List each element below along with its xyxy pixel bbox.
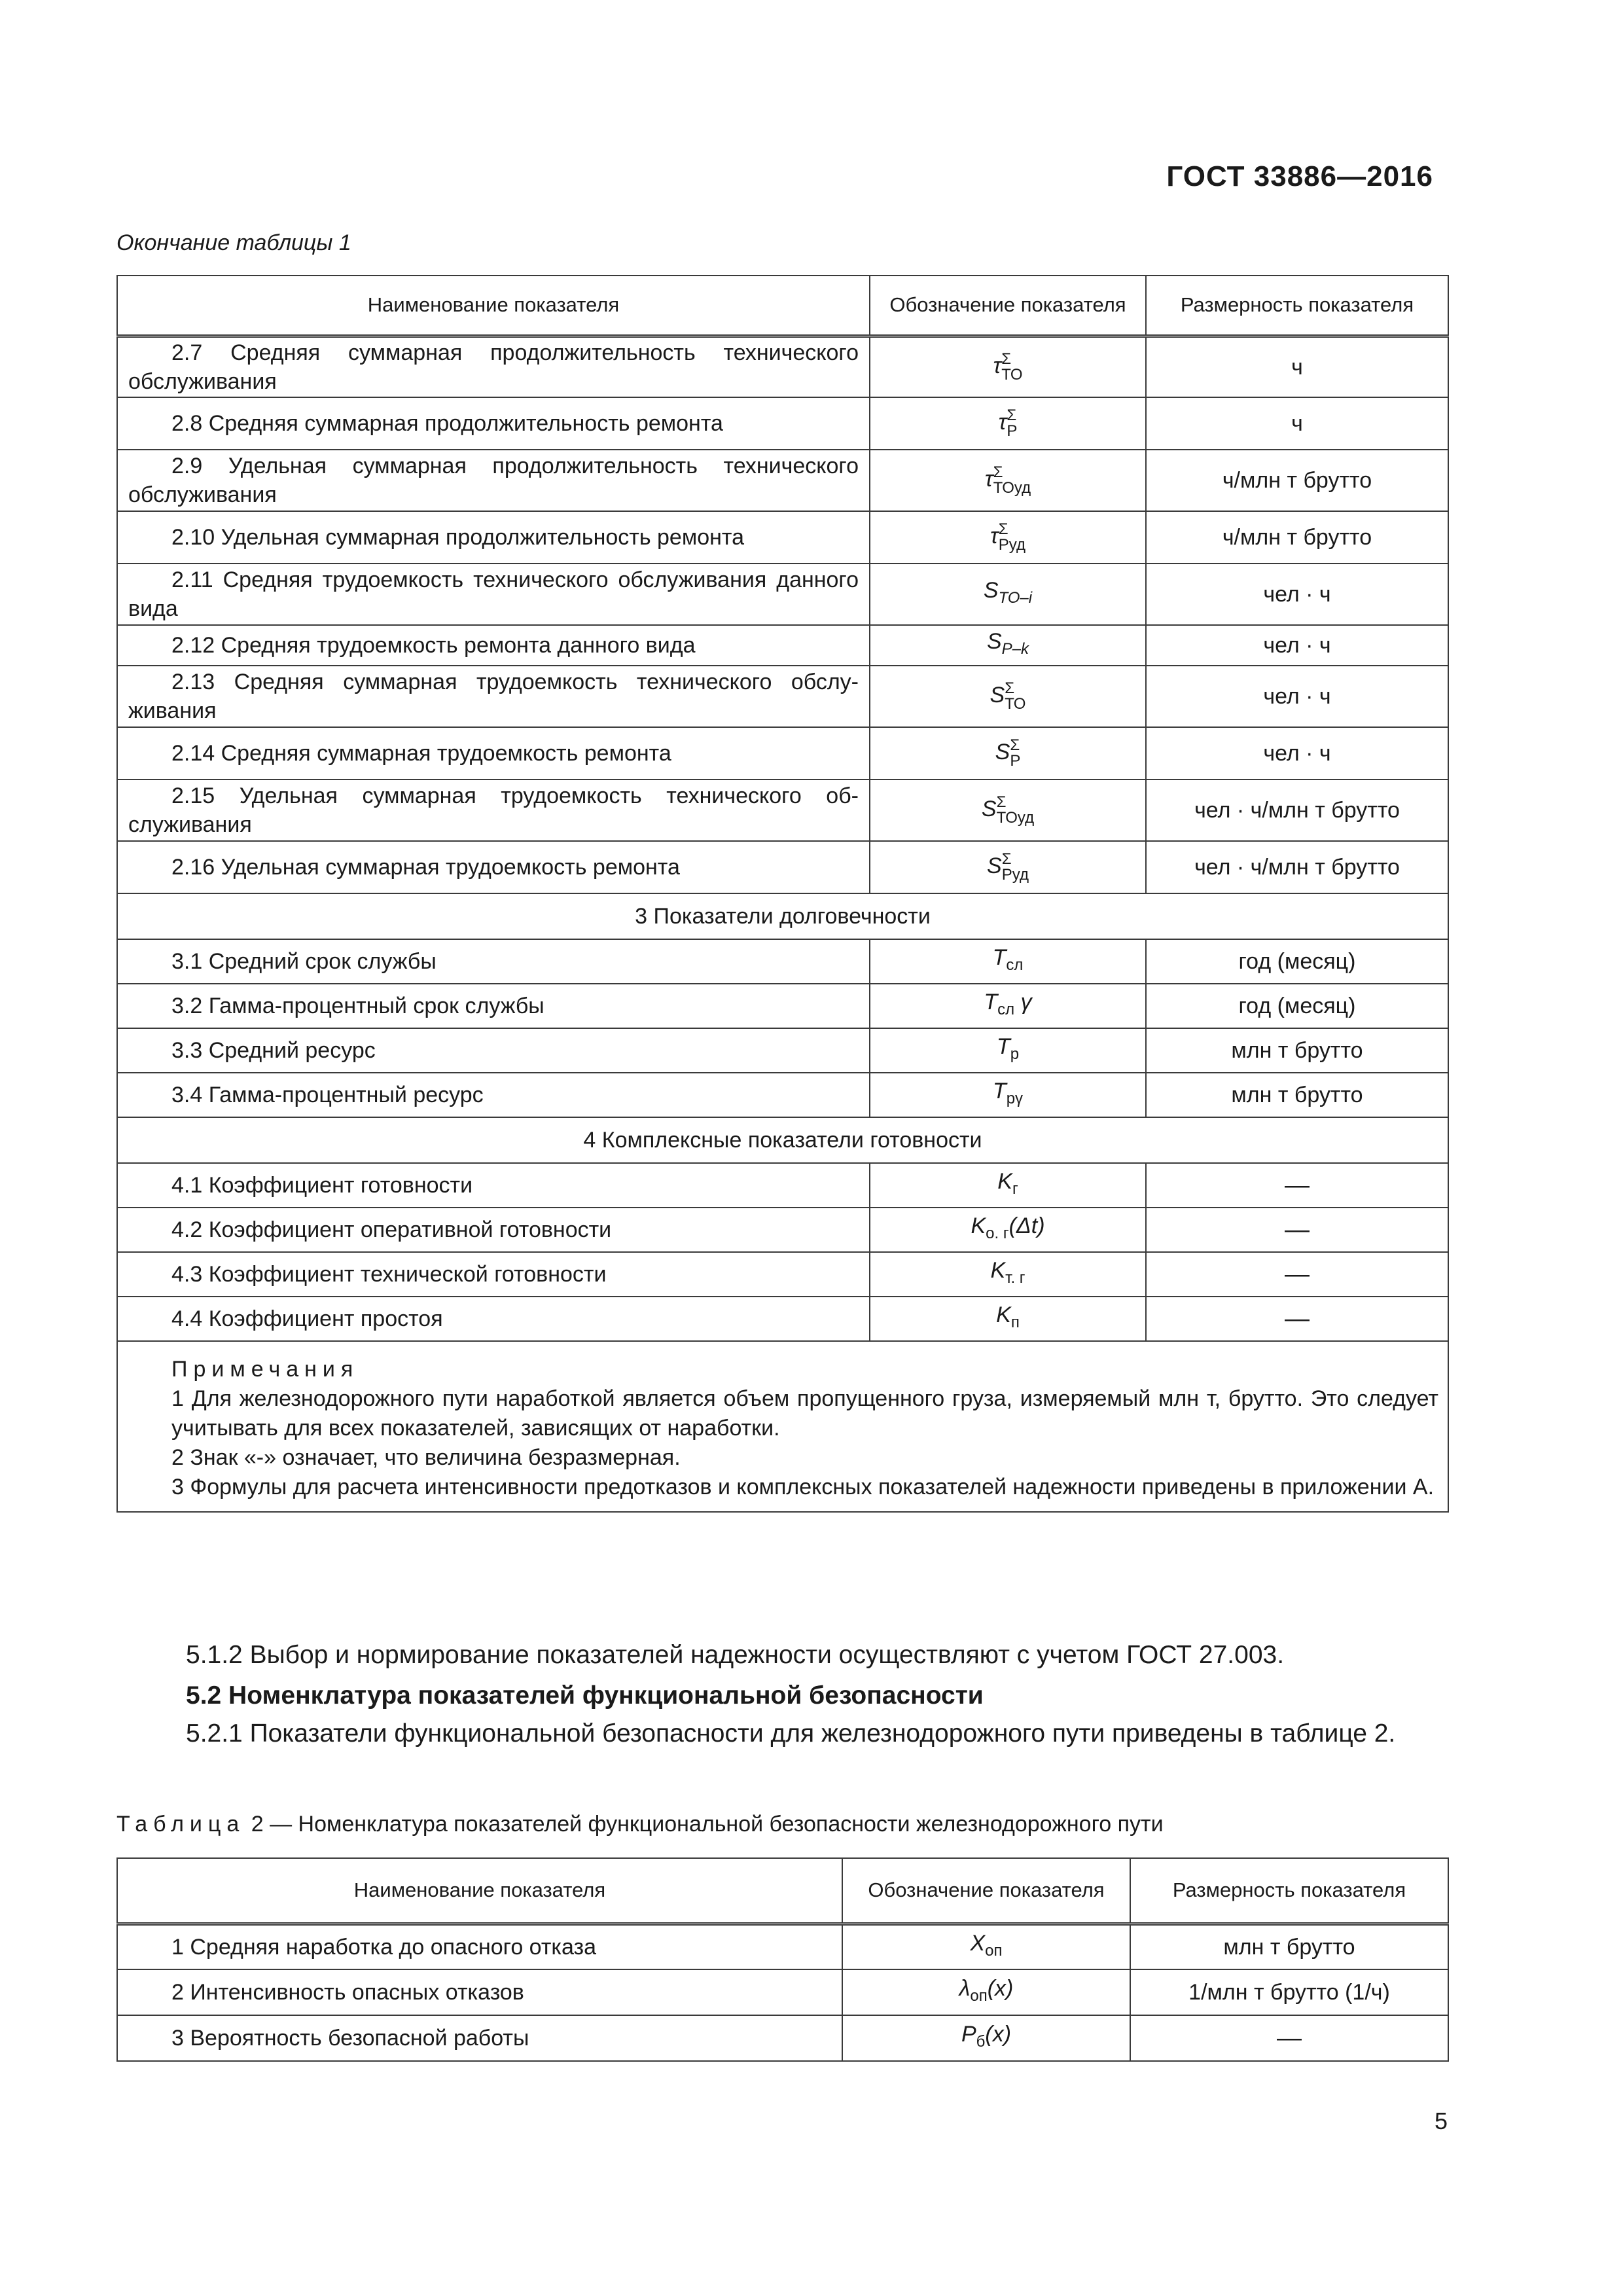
symbol-suffix: (x) <box>985 2022 1012 2047</box>
paragraph-5-1-2: 5.1.2 Выбор и нормирование показателей надежности осуществляют с учетом ГОСТ 27.003. <box>186 1641 1285 1669</box>
indicator-dimension: млн т брутто <box>1146 1028 1448 1073</box>
symbol-base: X <box>970 1930 986 1956</box>
table-row <box>117 1924 1448 1969</box>
indicator-dimension: — <box>1146 1163 1448 1208</box>
indicator-symbol <box>870 1028 1146 1073</box>
symbol-base: S <box>987 853 1002 878</box>
indicator-name-text: 2.11 Средняя трудоемкость технического обслуживания данного вида <box>128 567 859 621</box>
column-header-name: Наименование показателя <box>117 1858 842 1924</box>
indicator-dimension: — <box>1146 1208 1448 1252</box>
table2-caption: Таблица 2 — Номенклатура показателей функциональной безопасности железнодорожного пути <box>116 1812 1164 1837</box>
symbol-base: K <box>990 1258 1006 1283</box>
symbol-base: K <box>996 1302 1011 1328</box>
symbol-base: τ <box>998 409 1007 435</box>
indicator-symbol <box>842 1969 1130 2015</box>
indicator-name <box>117 625 870 666</box>
indicator-name-text: 2 Интенсивность опасных отказов <box>171 1980 524 2005</box>
symbol-indices <box>1005 681 1026 712</box>
indicator-symbol <box>870 984 1146 1028</box>
indicator-name <box>117 1252 870 1297</box>
indicator-name <box>117 1969 842 2015</box>
indicator-symbol <box>870 666 1146 727</box>
indicator-dimension: чел · ч <box>1146 727 1448 780</box>
symbol-indices <box>999 522 1026 553</box>
table-row <box>117 1252 1448 1297</box>
indicator-symbol <box>870 625 1146 666</box>
symbol-subscript: ТО <box>1001 365 1023 384</box>
indicator-name-text: 2.7 Средняя суммарная продолжительность технического обслуживания <box>128 340 859 394</box>
table-row <box>117 939 1448 984</box>
column-header-dimension: Размерность показателя <box>1130 1858 1448 1924</box>
indicator-symbol <box>870 1208 1146 1252</box>
symbol-subscript: рγ <box>1006 1089 1024 1107</box>
table-row <box>117 1073 1448 1117</box>
table-row <box>117 450 1448 511</box>
table-row <box>117 625 1448 666</box>
indicator-dimension: ч <box>1146 397 1448 450</box>
symbol-suffix: (x) <box>987 1976 1014 2001</box>
symbol-subscript: Руд <box>1001 866 1029 884</box>
column-header-dimension: Размерность показателя <box>1146 276 1448 336</box>
table-row <box>117 780 1448 841</box>
symbol-base: T <box>992 1079 1007 1104</box>
indicator-name <box>117 727 870 780</box>
indicator-name <box>117 2015 842 2061</box>
indicator-name-text: 2.13 Средняя суммарная трудоемкость технического обслу-живания <box>128 670 859 723</box>
table1-caption: Окончание таблицы 1 <box>116 230 351 255</box>
symbol-subscript: г <box>1012 1179 1018 1198</box>
symbol-subscript: т. г <box>1005 1268 1026 1287</box>
indicator-name-text: 4.2 Коэффициент оперативной готовности <box>171 1217 612 1242</box>
symbol-indices <box>1002 852 1029 883</box>
symbol-base: τ <box>993 353 1002 378</box>
indicator-dimension: млн т брутто <box>1130 1924 1448 1969</box>
note-3: 3 Формулы для расчета интенсивности предотказов и комплексных показателей надежности приведены в приложении А. <box>171 1475 1435 1499</box>
indicator-name-text: 2.15 Удельная суммарная трудоемкость технического об-служивания <box>128 783 859 837</box>
symbol-indices <box>1010 738 1020 769</box>
symbol-superscript: Σ <box>1005 679 1015 697</box>
symbol-subscript: Р <box>1007 422 1018 440</box>
symbol-base: K <box>971 1213 986 1239</box>
indicator-symbol <box>870 1073 1146 1117</box>
paragraph-5-2-1: 5.2.1 Показатели функциональной безопасности для железнодорожного пути приведены в таблице 2. <box>186 1719 1396 1748</box>
symbol-subscript: о. г <box>986 1224 1009 1242</box>
indicator-dimension: чел · ч <box>1146 666 1448 727</box>
indicator-symbol <box>870 564 1146 625</box>
indicator-name <box>117 450 870 511</box>
indicator-name <box>117 1208 870 1252</box>
table-row <box>117 984 1448 1028</box>
indicator-name-text: 3.4 Гамма-процентный ресурс <box>171 1083 484 1107</box>
table-row <box>117 564 1448 625</box>
indicator-name-text: 2.10 Удельная суммарная продолжительность ремонта <box>171 525 744 550</box>
indicator-dimension: — <box>1146 1297 1448 1341</box>
table2-header-row <box>117 1858 1448 1924</box>
indicator-name <box>117 1924 842 1969</box>
indicator-symbol <box>870 939 1146 984</box>
indicator-dimension: год (месяц) <box>1146 984 1448 1028</box>
symbol-indices <box>997 795 1034 826</box>
symbol-base: S <box>990 682 1005 708</box>
symbol-subscript: ТО–i <box>998 588 1033 607</box>
indicator-dimension: ч/млн т брутто <box>1146 511 1448 564</box>
indicator-name-text: 3 Вероятность безопасной работы <box>171 2026 529 2051</box>
indicator-symbol <box>870 727 1146 780</box>
indicator-name-text: 4.3 Коэффициент технической готовности <box>171 1262 607 1287</box>
table-row <box>117 1163 1448 1208</box>
column-header-symbol: Обозначение показателя <box>870 276 1146 336</box>
symbol-base: T <box>984 990 998 1015</box>
note-2: 2 Знак «-» означает, что величина безразмерная. <box>171 1445 681 1470</box>
indicator-symbol <box>870 780 1146 841</box>
indicator-dimension: ч/млн т брутто <box>1146 450 1448 511</box>
symbol-superscript: Σ <box>1010 736 1020 754</box>
indicator-symbol <box>870 1252 1146 1297</box>
symbol-base: P <box>961 2022 976 2047</box>
symbol-base: T <box>992 945 1007 971</box>
note-1: 1 Для железнодорожного пути наработкой является объем пропущенного груза, измеряемый млн т, брутто. Это следует учитывать для всех показателей, зависящих от наработки. <box>171 1386 1438 1441</box>
indicator-name-text: 2.8 Средняя суммарная продолжительность ремонта <box>171 411 723 436</box>
symbol-base: S <box>983 578 999 603</box>
section-3-title: 3 Показатели долговечности <box>117 893 1448 939</box>
symbol-base: S <box>986 629 1002 655</box>
indicator-dimension: год (месяц) <box>1146 939 1448 984</box>
indicator-name-text: 2.16 Удельная суммарная трудоемкость ремонта <box>171 855 680 880</box>
symbol-subscript: р <box>1010 1045 1020 1063</box>
section-row <box>117 893 1448 939</box>
indicator-dimension: чел · ч/млн т брутто <box>1146 841 1448 893</box>
indicator-dimension: 1/млн т брутто (1/ч) <box>1130 1969 1448 2015</box>
symbol-suffix: (Δt) <box>1008 1213 1045 1239</box>
symbol-subscript: оп <box>970 1986 988 2005</box>
table-row <box>117 841 1448 893</box>
indicator-dimension: чел · ч <box>1146 564 1448 625</box>
notes-cell <box>117 1341 1448 1512</box>
symbol-subscript: п <box>1010 1313 1020 1331</box>
heading-5-2: 5.2 Номенклатура показателей функциональной безопасности <box>186 1681 984 1710</box>
symbol-subscript: сл <box>997 1000 1015 1018</box>
table-1 <box>116 275 1449 1513</box>
symbol-base: T <box>996 1034 1010 1060</box>
symbol-subscript: ТОуд <box>996 809 1035 827</box>
indicator-symbol <box>870 1297 1146 1341</box>
indicator-name-text: 3.3 Средний ресурс <box>171 1038 376 1063</box>
symbol-indices <box>1001 351 1022 383</box>
table-row <box>117 1208 1448 1252</box>
indicator-symbol <box>870 511 1146 564</box>
table-row <box>117 1028 1448 1073</box>
symbol-superscript: Σ <box>996 793 1007 811</box>
indicator-symbol <box>870 450 1146 511</box>
indicator-name-text: 2.14 Средняя суммарная трудоемкость ремонта <box>171 741 671 766</box>
symbol-base: K <box>997 1169 1012 1194</box>
symbol-superscript: Σ <box>1007 406 1017 424</box>
table-row <box>117 336 1448 397</box>
symbol-base: S <box>995 739 1010 764</box>
symbol-base: τ <box>990 523 999 548</box>
indicator-dimension: — <box>1146 1252 1448 1297</box>
indicator-name <box>117 1028 870 1073</box>
symbol-superscript: Σ <box>998 520 1008 538</box>
symbol-subscript: оп <box>985 1941 1003 1960</box>
indicator-name <box>117 1163 870 1208</box>
indicator-name <box>117 666 870 727</box>
symbol-subscript: б <box>976 2032 986 2051</box>
indicator-symbol <box>842 2015 1130 2061</box>
indicator-name-text: 1 Средняя наработка до опасного отказа <box>171 1934 597 1960</box>
symbol-base: S <box>981 796 997 821</box>
indicator-name-text: 4.4 Коэффициент простоя <box>171 1306 443 1331</box>
indicator-name-text: 3.1 Средний срок службы <box>171 949 437 974</box>
indicator-dimension: чел · ч/млн т брутто <box>1146 780 1448 841</box>
indicator-symbol <box>870 1163 1146 1208</box>
indicator-name-text: 2.9 Удельная суммарная продолжительность технического обслуживания <box>128 454 859 507</box>
indicator-name-text: 3.2 Гамма-процентный срок службы <box>171 994 544 1018</box>
table-row <box>117 727 1448 780</box>
column-header-symbol: Обозначение показателя <box>842 1858 1130 1924</box>
standard-number: ГОСТ 33886—2016 <box>1166 160 1433 192</box>
indicator-name <box>117 564 870 625</box>
table-row <box>117 2015 1448 2061</box>
symbol-base: τ <box>984 466 993 492</box>
symbol-base: λ <box>959 1976 971 2001</box>
symbol-superscript: Σ <box>1001 350 1012 368</box>
indicator-dimension: ч <box>1146 336 1448 397</box>
notes-title: Примечания <box>171 1357 359 1382</box>
notes-row <box>117 1341 1448 1512</box>
indicator-symbol <box>870 336 1146 397</box>
table-row <box>117 511 1448 564</box>
indicator-name <box>117 780 870 841</box>
section-4-title: 4 Комплексные показатели готовности <box>117 1117 1448 1163</box>
indicator-name <box>117 397 870 450</box>
symbol-superscript: Σ <box>993 463 1003 481</box>
indicator-name-text: 4.1 Коэффициент готовности <box>171 1173 473 1198</box>
indicator-name <box>117 841 870 893</box>
table-row <box>117 1297 1448 1341</box>
symbol-superscript: Σ <box>1001 850 1012 868</box>
indicator-symbol <box>870 397 1146 450</box>
indicator-name <box>117 336 870 397</box>
indicator-name <box>117 1297 870 1341</box>
symbol-indices <box>1007 408 1017 439</box>
indicator-name-text: 2.12 Средняя трудоемкость ремонта данного вида <box>171 633 696 658</box>
symbol-subscript: ТОуд <box>993 479 1031 497</box>
table-2 <box>116 1857 1449 2062</box>
page-number: 5 <box>1434 2108 1448 2134</box>
indicator-symbol <box>870 841 1146 893</box>
indicator-dimension: чел · ч <box>1146 625 1448 666</box>
indicator-dimension: — <box>1130 2015 1448 2061</box>
symbol-indices <box>993 465 1031 496</box>
table1-header-row <box>117 276 1448 336</box>
table-row <box>117 666 1448 727</box>
symbol-subscript: ТО <box>1005 695 1026 713</box>
symbol-subscript: Руд <box>998 536 1026 554</box>
indicator-name <box>117 1073 870 1117</box>
table-row <box>117 1969 1448 2015</box>
indicator-dimension: млн т брутто <box>1146 1073 1448 1117</box>
table-row <box>117 397 1448 450</box>
indicator-symbol <box>842 1924 1130 1969</box>
indicator-name <box>117 939 870 984</box>
symbol-subscript: Р–k <box>1001 639 1029 658</box>
symbol-subscript: Р <box>1010 752 1021 770</box>
section-row <box>117 1117 1448 1163</box>
symbol-suffix: γ <box>1014 990 1032 1015</box>
column-header-name: Наименование показателя <box>117 276 870 336</box>
symbol-subscript: сл <box>1006 956 1024 974</box>
indicator-name <box>117 984 870 1028</box>
indicator-name <box>117 511 870 564</box>
